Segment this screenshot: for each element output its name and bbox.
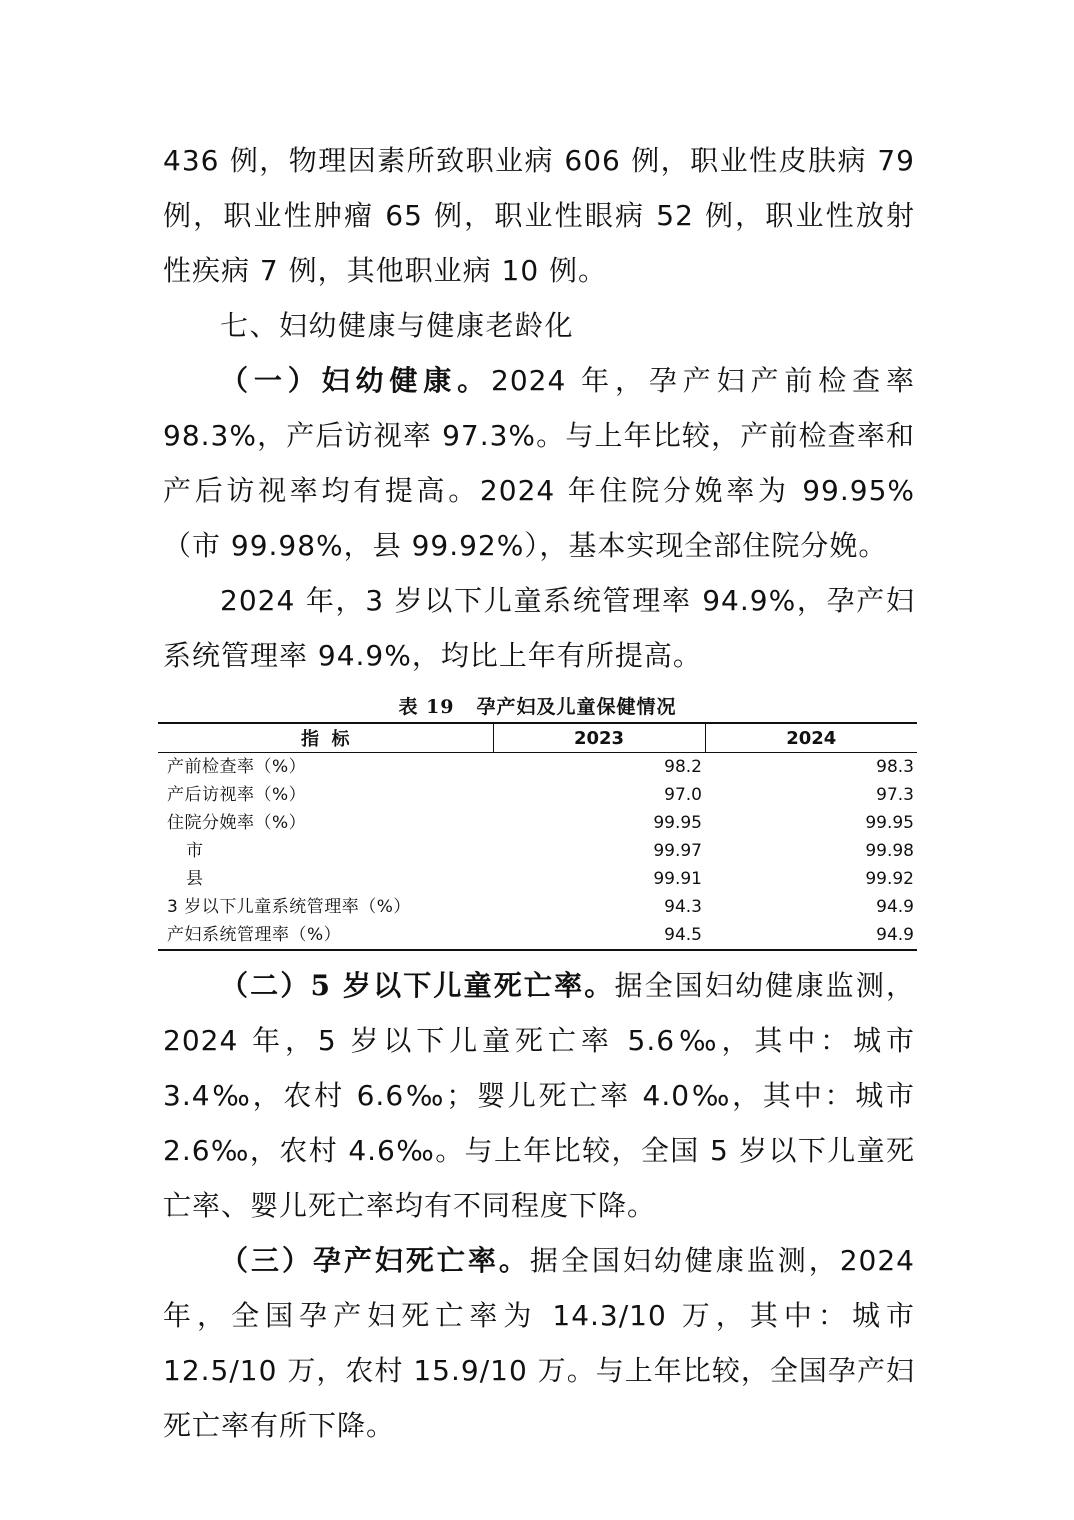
row-label: 住院分娩率（%） — [167, 813, 307, 833]
row-value-2023: 99.95 — [653, 813, 702, 833]
row-value-2023: 94.3 — [664, 897, 702, 917]
table-title-text: 孕产妇及儿童保健情况 — [476, 696, 677, 718]
paragraph-body-under5-mortality: 据全国妇幼健康监测，2024 年，5 岁以下儿童死亡率 5.6‰，其中：城市 3.4‰，农村 6.6‰；婴儿死亡率 4.0‰，其中：城市 2.6‰，农村 4.6‰。与上年比较，全国 5 岁以下儿童死亡率、婴儿死亡率均有不同程度下降。 — [163, 969, 915, 1222]
upper-text-block — [163, 133, 915, 683]
table-header-row — [158, 723, 917, 753]
row-value-2023: 98.2 — [664, 757, 702, 777]
table-row — [158, 893, 917, 921]
row-value-2024: 94.9 — [705, 921, 917, 950]
table-title — [158, 692, 917, 722]
table-block — [158, 692, 917, 951]
table-row — [158, 865, 917, 893]
paragraph-lead-maternal-child-health: （一）妇幼健康。 — [220, 364, 492, 397]
row-label: 3 岁以下儿童系统管理率（%） — [167, 897, 411, 917]
paragraph-maternal-child-health — [163, 353, 915, 573]
row-value-2024: 97.3 — [876, 785, 914, 805]
paragraph-body-maternal-mortality: 据全国妇幼健康监测，2024 年，全国孕产妇死亡率为 14.3/10 万，其中：城市 12.5/10 万，农村 15.9/10 万。与上年比较，全国孕产妇死亡率有所下降。 — [163, 1244, 915, 1442]
row-label: 县 — [186, 869, 204, 889]
paragraph-occupational-disease: 436 例，物理因素所致职业病 606 例，职业性皮肤病 79 例，职业性肿瘤 65 例，职业性眼病 52 例，职业性放射性疾病 7 例，其他职业病 10 例。 — [163, 144, 915, 287]
row-label: 产后访视率（%） — [167, 785, 307, 805]
row-value-2023: 97.0 — [664, 785, 702, 805]
row-label: 市 — [186, 841, 204, 861]
lower-text-block — [163, 958, 915, 1453]
paragraph-system-management: 2024 年，3 岁以下儿童系统管理率 94.9%，孕产妇系统管理率 94.9%，均比上年有所提高。 — [163, 584, 915, 672]
row-value-2023: 99.91 — [653, 869, 702, 889]
paragraph-lead-under5-mortality: （二）5 岁以下儿童死亡率。 — [220, 969, 615, 1002]
section-heading: 七、妇幼健康与健康老龄化 — [220, 309, 575, 342]
table-header-indicator: 指 标 — [158, 723, 493, 753]
row-value-2024: 99.92 — [865, 869, 914, 889]
paragraph-lead-maternal-mortality: （三）孕产妇死亡率。 — [220, 1244, 530, 1277]
paragraph-body-maternal-child-health: 2024 年，孕产妇产前检查率 98.3%，产后访视率 97.3%。与上年比较，产前检查率和产后访视率均有提高。2024 年住院分娩率为 99.95%（市 99.98%，县 99.92%），基本实现全部住院分娩。 — [163, 364, 915, 562]
row-value-2024: 94.9 — [876, 897, 914, 917]
row-label: 产前检查率（%） — [167, 757, 307, 777]
table-header-2024: 2024 — [705, 723, 917, 753]
paragraph-maternal-mortality — [163, 1233, 915, 1453]
table-row — [158, 921, 917, 950]
row-value-2024: 98.3 — [876, 757, 914, 777]
paragraph-under5-mortality — [163, 958, 915, 1233]
table-row — [158, 837, 917, 865]
table-row — [158, 781, 917, 809]
table-row — [158, 809, 917, 837]
row-label: 产妇系统管理率（%） — [158, 921, 493, 950]
row-value-2024: 99.98 — [865, 841, 914, 861]
maternal-child-health-table — [158, 722, 917, 951]
table-row — [158, 753, 917, 782]
row-value-2024: 99.95 — [865, 813, 914, 833]
row-value-2023: 94.5 — [493, 921, 705, 950]
table-title-number: 表 19 — [398, 696, 455, 718]
row-value-2023: 99.97 — [653, 841, 702, 861]
table-header-2023: 2023 — [493, 723, 705, 753]
